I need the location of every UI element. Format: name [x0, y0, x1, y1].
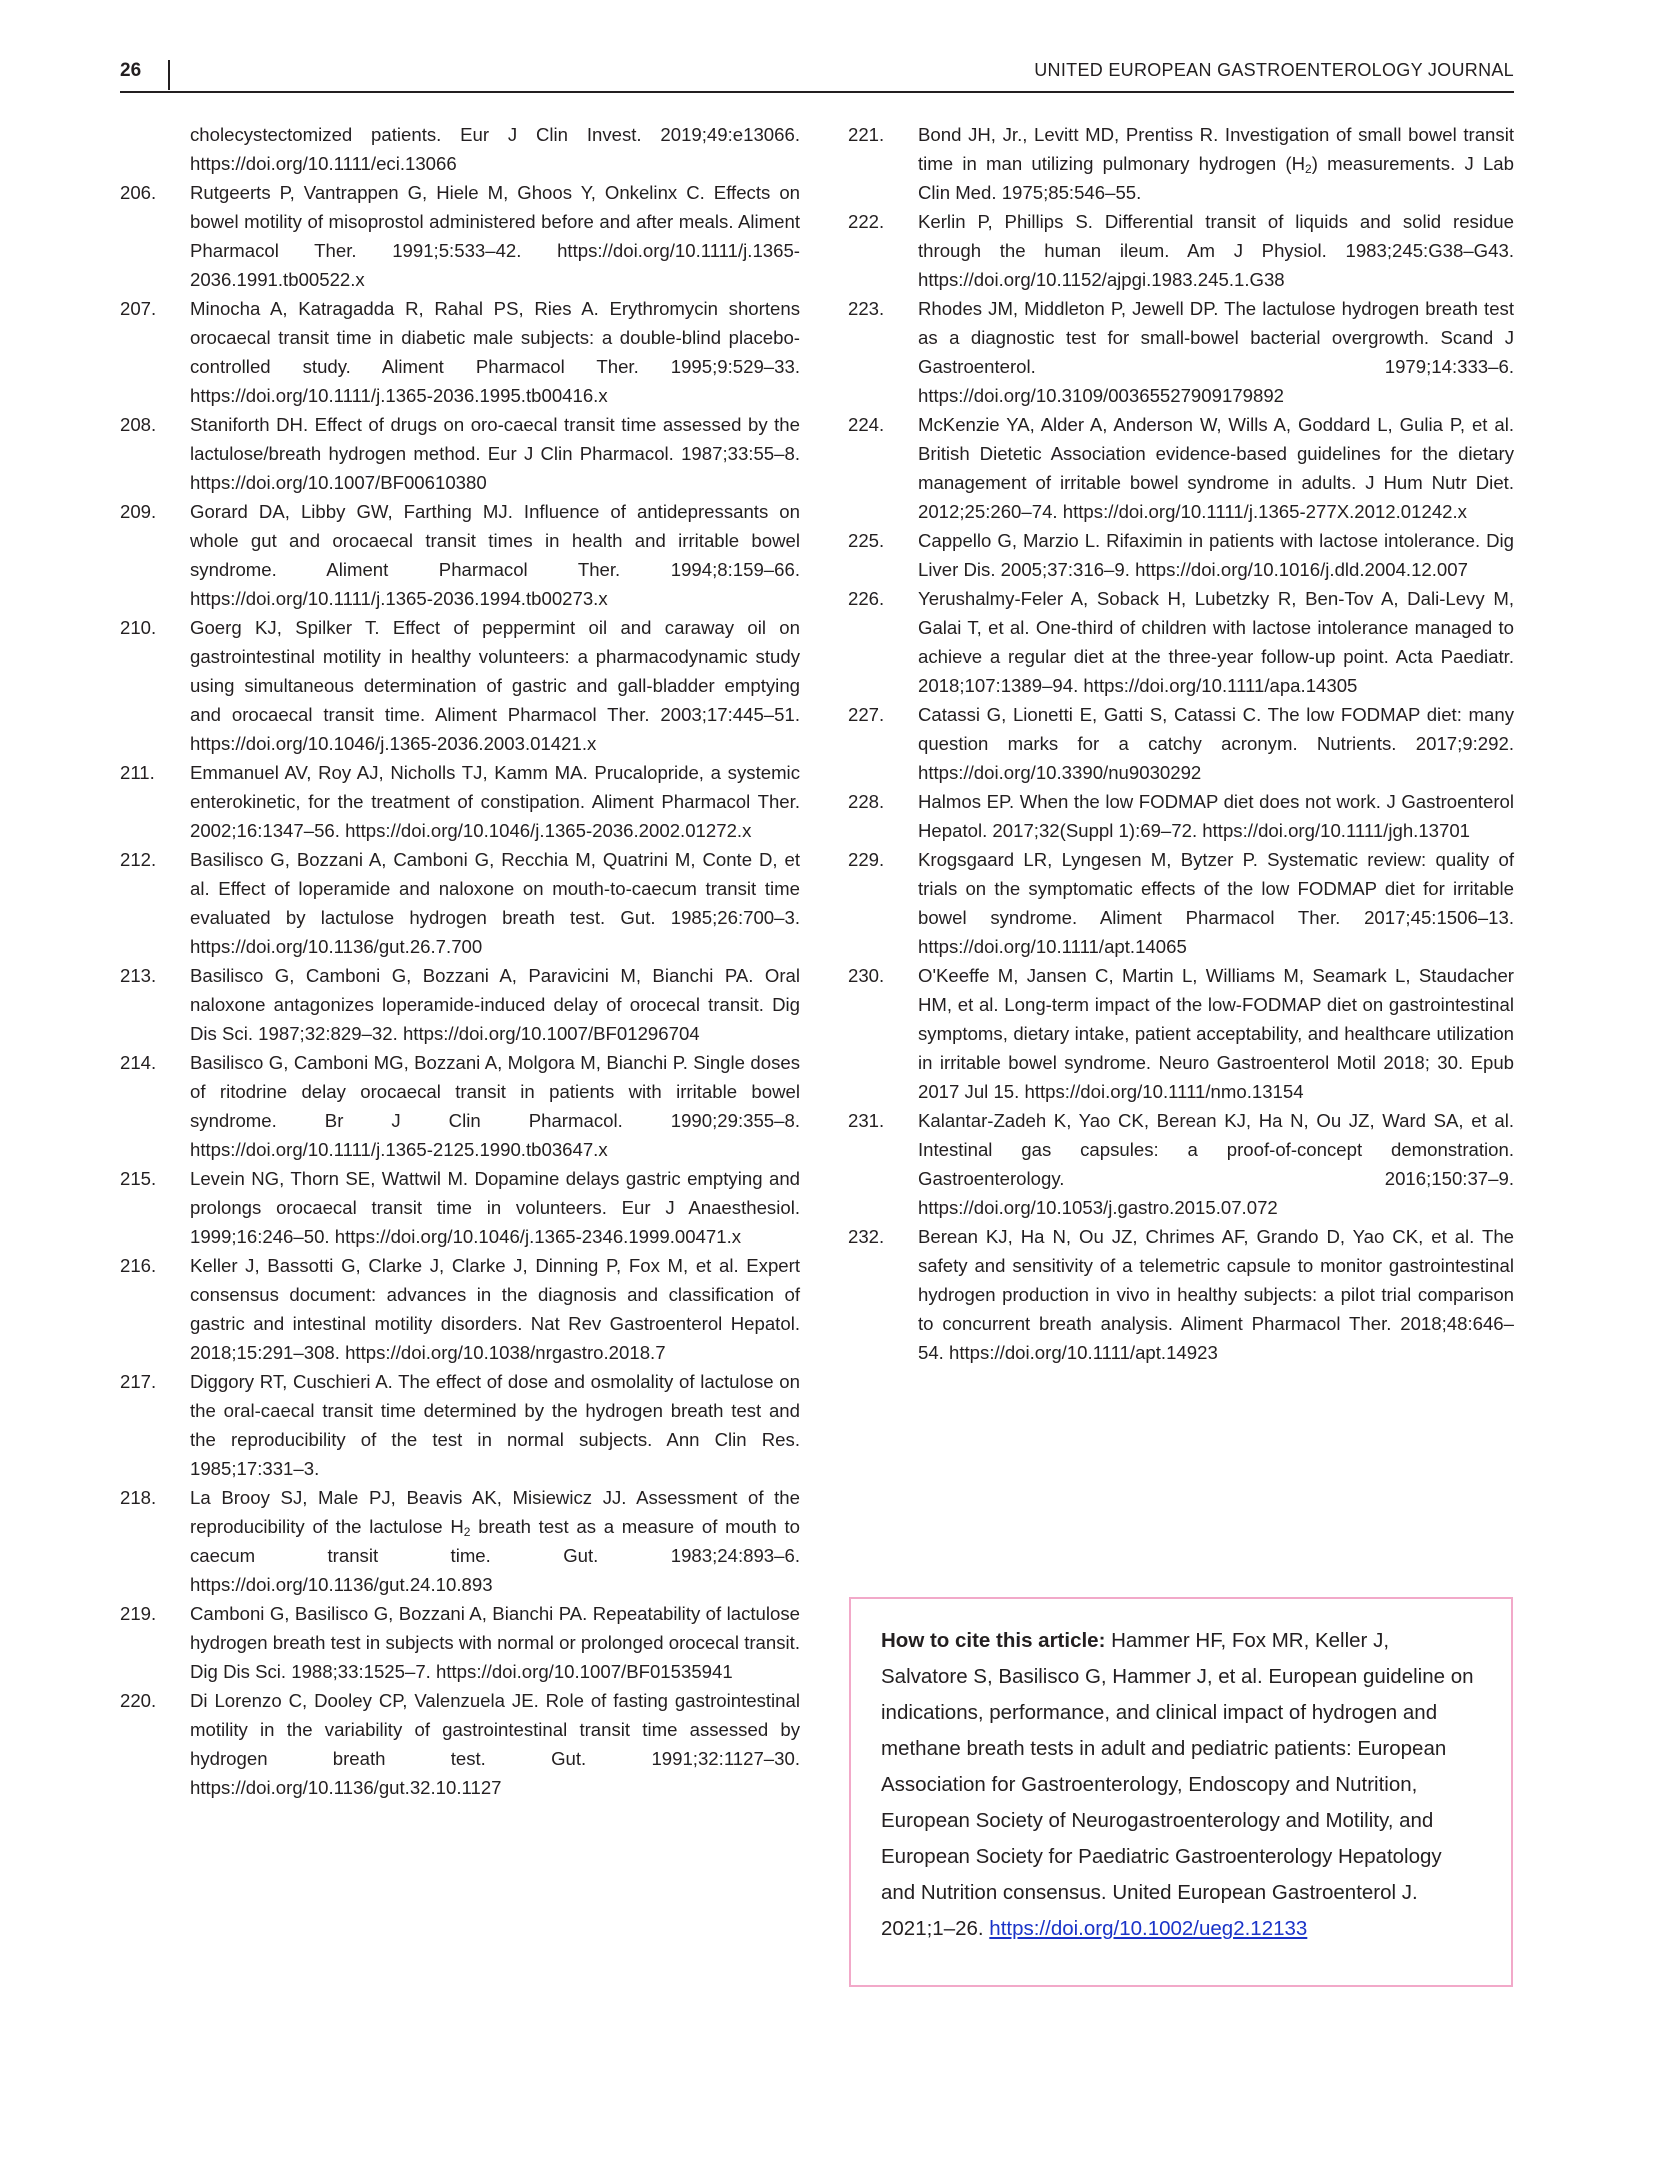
reference-list-left — [120, 178, 800, 1802]
reference-item — [848, 120, 1514, 207]
reference-text: Kalantar-Zadeh K, Yao CK, Berean KJ, Ha N, Ou JZ, Ward SA, et al. Intestinal gas capsules: a proof-of-concept demonstration. Gastroenterology. 2016;150:37–9. https://doi.org/10.1053/j.gastro.2015.07.072 — [918, 1110, 1514, 1218]
reference-text: Emmanuel AV, Roy AJ, Nicholls TJ, Kamm MA. Prucalopride, a systemic enterokinetic, for the treatment of constipation. Aliment Pharmacol Ther. 2002;16:1347–56. https://doi.org/10.1046/j.1365-2036.2002.01272.x — [190, 762, 800, 841]
reference-number: 209. — [120, 501, 157, 522]
subscript: 2 — [1305, 162, 1312, 176]
reference-text: Keller J, Bassotti G, Clarke J, Clarke J, Dinning P, Fox M, et al. Expert consensus document: advances in the diagnosis and classification of gastric and intestinal motility disorders. Nat Rev Gastroenterol Hepatol. 2018;15:291–308. https://doi.org/10.1038/nrgastro.2018.7 — [190, 1255, 800, 1363]
reference-text-part: Bond JH, Jr., Levitt MD, Prentiss R. Investigation of small bowel transit time in man utilizing pulmonary hydrogen (H — [918, 124, 1514, 174]
reference-text: Kerlin P, Phillips S. Differential transit of liquids and solid residue through the human ileum. Am J Physiol. 1983;245:G38–G43. https://doi.org/10.1152/ajpgi.1983.245.1.G38 — [918, 211, 1514, 290]
reference-number: 218. — [120, 1487, 157, 1508]
reference-number: 220. — [120, 1690, 157, 1711]
reference-number: 222. — [848, 211, 885, 232]
reference-item — [848, 1222, 1514, 1367]
reference-text: Rhodes JM, Middleton P, Jewell DP. The lactulose hydrogen breath test as a diagnostic test for small-bowel bacterial overgrowth. Scand J Gastroenterol. 1979;14:333–6. https://doi.org/10.3109/00365527909179892 — [918, 298, 1514, 406]
reference-item — [120, 178, 800, 294]
reference-number: 225. — [848, 530, 885, 551]
reference-item — [120, 1599, 800, 1686]
reference-list-right — [848, 120, 1514, 1367]
reference-number: 208. — [120, 414, 157, 435]
right-column — [848, 120, 1514, 1367]
header-divider — [168, 60, 170, 90]
reference-item — [120, 497, 800, 613]
reference-number: 210. — [120, 617, 157, 638]
reference-text: Minocha A, Katragadda R, Rahal PS, Ries A. Erythromycin shortens orocaecal transit time in diabetic male subjects: a double-blind placebo-controlled study. Aliment Pharmacol Ther. 1995;9:529–33. https://doi.org/10.1111/j.1365-2036.1995.tb00416.x — [190, 298, 800, 406]
reference-number: 215. — [120, 1168, 157, 1189]
reference-text: Diggory RT, Cuschieri A. The effect of dose and osmolality of lactulose on the oral-caecal transit time determined by the hydrogen breath test and the reproducibility of the test in normal subjects. Ann Clin Res. 1985;17:331–3. — [190, 1371, 800, 1479]
reference-text: Cappello G, Marzio L. Rifaximin in patients with lactose intolerance. Dig Liver Dis. 2005;37:316–9. https://doi.org/10.1016/j.dld.2004.12.007 — [918, 530, 1514, 580]
header-rule — [120, 91, 1514, 93]
reference-item — [848, 294, 1514, 410]
reference-number: 206. — [120, 182, 157, 203]
reference-item — [848, 1106, 1514, 1222]
how-to-cite-box — [849, 1597, 1513, 1987]
reference-text: Krogsgaard LR, Lyngesen M, Bytzer P. Systematic review: quality of trials on the symptomatic effects of the low FODMAP diet for irritable bowel syndrome. Aliment Pharmacol Ther. 2017;45:1506–13. https://doi.org/10.1111/apt.14065 — [918, 849, 1514, 957]
reference-number: 231. — [848, 1110, 885, 1131]
left-column — [120, 120, 800, 1802]
reference-number: 229. — [848, 849, 885, 870]
reference-text-part: ) measurements. J Lab Clin Med. 1975;85:546–55. — [918, 153, 1514, 203]
reference-text: Catassi G, Lionetti E, Gatti S, Catassi C. The low FODMAP diet: many question marks for a catchy acronym. Nutrients. 2017;9:292. https://doi.org/10.3390/nu9030292 — [918, 704, 1514, 783]
reference-text: Di Lorenzo C, Dooley CP, Valenzuela JE. Role of fasting gastrointestinal motility in the variability of gastrointestinal transit time assessed by hydrogen breath test. Gut. 1991;32:1127–30. https://doi.org/10.1136/gut.32.10.1127 — [190, 1690, 800, 1798]
reference-number: 227. — [848, 704, 885, 725]
citation-text: Hammer HF, Fox MR, Keller J, Salvatore S, Basilisco G, Hammer J, et al. European guideline on indications, performance, and clinical impact of hydrogen and methane breath tests in adult and pediatric patients: European Association for Gastroenterology, Endoscopy and Nutrition, European Society of Neurogastroenterology and Motility, and European Society for Paediatric Gastroenterology Hepatology and Nutrition consensus. United European Gastroenterol J. 2021;1–26. — [881, 1629, 1474, 1940]
reference-item — [848, 700, 1514, 787]
reference-text: Yerushalmy-Feler A, Soback H, Lubetzky R, Ben-Tov A, Dali-Levy M, Galai T, et al. One-third of children with lactose intolerance managed to achieve a regular diet at the three-year follow-up point. Acta Paediatr. 2018;107:1389–94. https://doi.org/10.1111/apa.14305 — [918, 588, 1514, 696]
citation-doi-link[interactable]: https://doi.org/10.1002/ueg2.12133 — [989, 1917, 1308, 1940]
page-number: 26 — [120, 60, 142, 81]
reference-text-part: La Brooy SJ, Male PJ, Beavis AK, Misiewicz JJ. Assessment of the reproducibility of the lactulose H — [190, 1487, 800, 1537]
reference-number: 228. — [848, 791, 885, 812]
reference-item — [120, 294, 800, 410]
reference-text: Staniforth DH. Effect of drugs on oro-caecal transit time assessed by the lactulose/breath hydrogen method. Eur J Clin Pharmacol. 1987;33:55–8. https://doi.org/10.1007/BF00610380 — [190, 414, 800, 493]
reference-item — [848, 207, 1514, 294]
reference-number: 207. — [120, 298, 157, 319]
reference-text: Gorard DA, Libby GW, Farthing MJ. Influence of antidepressants on whole gut and orocaecal transit times in health and irritable bowel syndrome. Aliment Pharmacol Ther. 1994;8:159–66. https://doi.org/10.1111/j.1365-2036.1994.tb00273.x — [190, 501, 800, 609]
page-header — [120, 60, 1514, 92]
reference-number: 213. — [120, 965, 157, 986]
reference-item — [120, 758, 800, 845]
reference-text: Camboni G, Basilisco G, Bozzani A, Bianchi PA. Repeatability of lactulose hydrogen breath test in subjects with normal or prolonged orocecal transit. Dig Dis Sci. 1988;33:1525–7. https://doi.org/10.1007/BF01535941 — [190, 1603, 800, 1682]
reference-number: 224. — [848, 414, 885, 435]
reference-item — [120, 961, 800, 1048]
reference-item — [120, 1367, 800, 1483]
reference-text: Halmos EP. When the low FODMAP diet does not work. J Gastroenterol Hepatol. 2017;32(Suppl 1):69–72. https://doi.org/10.1111/jgh.13701 — [918, 791, 1514, 841]
reference-item — [120, 410, 800, 497]
reference-item — [848, 410, 1514, 526]
reference-item — [848, 961, 1514, 1106]
reference-number: 211. — [120, 762, 155, 783]
reference-text: Berean KJ, Ha N, Ou JZ, Chrimes AF, Grando D, Yao CK, et al. The safety and sensitivity of a telemetric capsule to monitor gastrointestinal hydrogen production in vivo in healthy subjects: a pilot trial comparison to concurrent breath analysis. Aliment Pharmacol Ther. 2018;48:646–54. https://doi.org/10.1111/apt.14923 — [918, 1226, 1514, 1363]
reference-item — [120, 1251, 800, 1367]
reference-item — [120, 1164, 800, 1251]
reference-number: 230. — [848, 965, 885, 986]
reference-number: 214. — [120, 1052, 157, 1073]
reference-text: Basilisco G, Camboni MG, Bozzani A, Molgora M, Bianchi P. Single doses of ritodrine delay orocaecal transit in patients with irritable bowel syndrome. Br J Clin Pharmacol. 1990;29:355–8. https://doi.org/10.1111/j.1365-2125.1990.tb03647.x — [190, 1052, 800, 1160]
reference-item — [848, 584, 1514, 700]
reference-continuation: cholecystectomized patients. Eur J Clin Invest. 2019;49:e13066. https://doi.org/10.1111/eci.13066 — [190, 124, 800, 174]
reference-number: 216. — [120, 1255, 157, 1276]
reference-item — [848, 787, 1514, 845]
reference-text — [918, 120, 1514, 207]
reference-number: 221. — [848, 124, 885, 145]
reference-number: 212. — [120, 849, 157, 870]
reference-number: 217. — [120, 1371, 157, 1392]
journal-title: UNITED EUROPEAN GASTROENTEROLOGY JOURNAL — [1034, 60, 1514, 80]
reference-item — [120, 613, 800, 758]
reference-text-part: breath test as a measure of mouth to caecum transit time. Gut. 1983;24:893–6. https://doi.org/10.1136/gut.24.10.893 — [190, 1516, 801, 1595]
reference-text: Levein NG, Thorn SE, Wattwil M. Dopamine delays gastric emptying and prolongs orocaecal transit time in volunteers. Eur J Anaesthesiol. 1999;16:246–50. https://doi.org/10.1046/j.1365-2346.1999.00471.x — [190, 1168, 800, 1247]
reference-text: Basilisco G, Camboni G, Bozzani A, Paravicini M, Bianchi PA. Oral naloxone antagonizes loperamide-induced delay of orocecal transit. Dig Dis Sci. 1987;32:829–32. https://doi.org/10.1007/BF01296704 — [190, 965, 800, 1044]
reference-item — [120, 1686, 800, 1802]
reference-number: 219. — [120, 1603, 157, 1624]
reference-item — [848, 845, 1514, 961]
reference-text: Rutgeerts P, Vantrappen G, Hiele M, Ghoos Y, Onkelinx C. Effects on bowel motility of misoprostol administered before and after meals. Aliment Pharmacol Ther. 1991;5:533–42. https://doi.org/10.1111/j.1365-2036.1991.tb00522.x — [190, 182, 800, 290]
reference-text: Basilisco G, Bozzani A, Camboni G, Recchia M, Quatrini M, Conte D, et al. Effect of loperamide and naloxone on mouth-to-caecum transit time evaluated by lactulose hydrogen breath test. Gut. 1985;26:700–3. https://doi.org/10.1136/gut.26.7.700 — [190, 849, 800, 957]
reference-item — [120, 1048, 800, 1164]
reference-text — [190, 1483, 800, 1599]
reference-item — [120, 1483, 800, 1599]
reference-item — [120, 845, 800, 961]
how-to-cite-label: How to cite this article: — [881, 1629, 1106, 1652]
reference-text: O'Keeffe M, Jansen C, Martin L, Williams M, Seamark L, Staudacher HM, et al. Long-term impact of the low-FODMAP diet on gastrointestinal symptoms, dietary intake, patient acceptability, and healthcare utilization in irritable bowel syndrome. Neuro Gastroenterol Motil 2018; 30. Epub 2017 Jul 15. https://doi.org/10.1111/nmo.13154 — [918, 965, 1514, 1102]
reference-number: 232. — [848, 1226, 885, 1247]
subscript: 2 — [463, 1525, 471, 1539]
reference-item — [848, 526, 1514, 584]
reference-number: 223. — [848, 298, 885, 319]
reference-text: Goerg KJ, Spilker T. Effect of peppermint oil and caraway oil on gastrointestinal motility in healthy volunteers: a pharmacodynamic study using simultaneous determination of gastric and gall-bladder emptying and orocaecal transit time. Aliment Pharmacol Ther. 2003;17:445–51. https://doi.org/10.1046/j.1365-2036.2003.01421.x — [190, 617, 800, 754]
reference-text: McKenzie YA, Alder A, Anderson W, Wills A, Goddard L, Gulia P, et al. British Dietetic Association evidence-based guidelines for the dietary management of irritable bowel syndrome in adults. J Hum Nutr Diet. 2012;25:260–74. https://doi.org/10.1111/j.1365-277X.2012.01242.x — [918, 414, 1514, 522]
reference-number: 226. — [848, 588, 885, 609]
